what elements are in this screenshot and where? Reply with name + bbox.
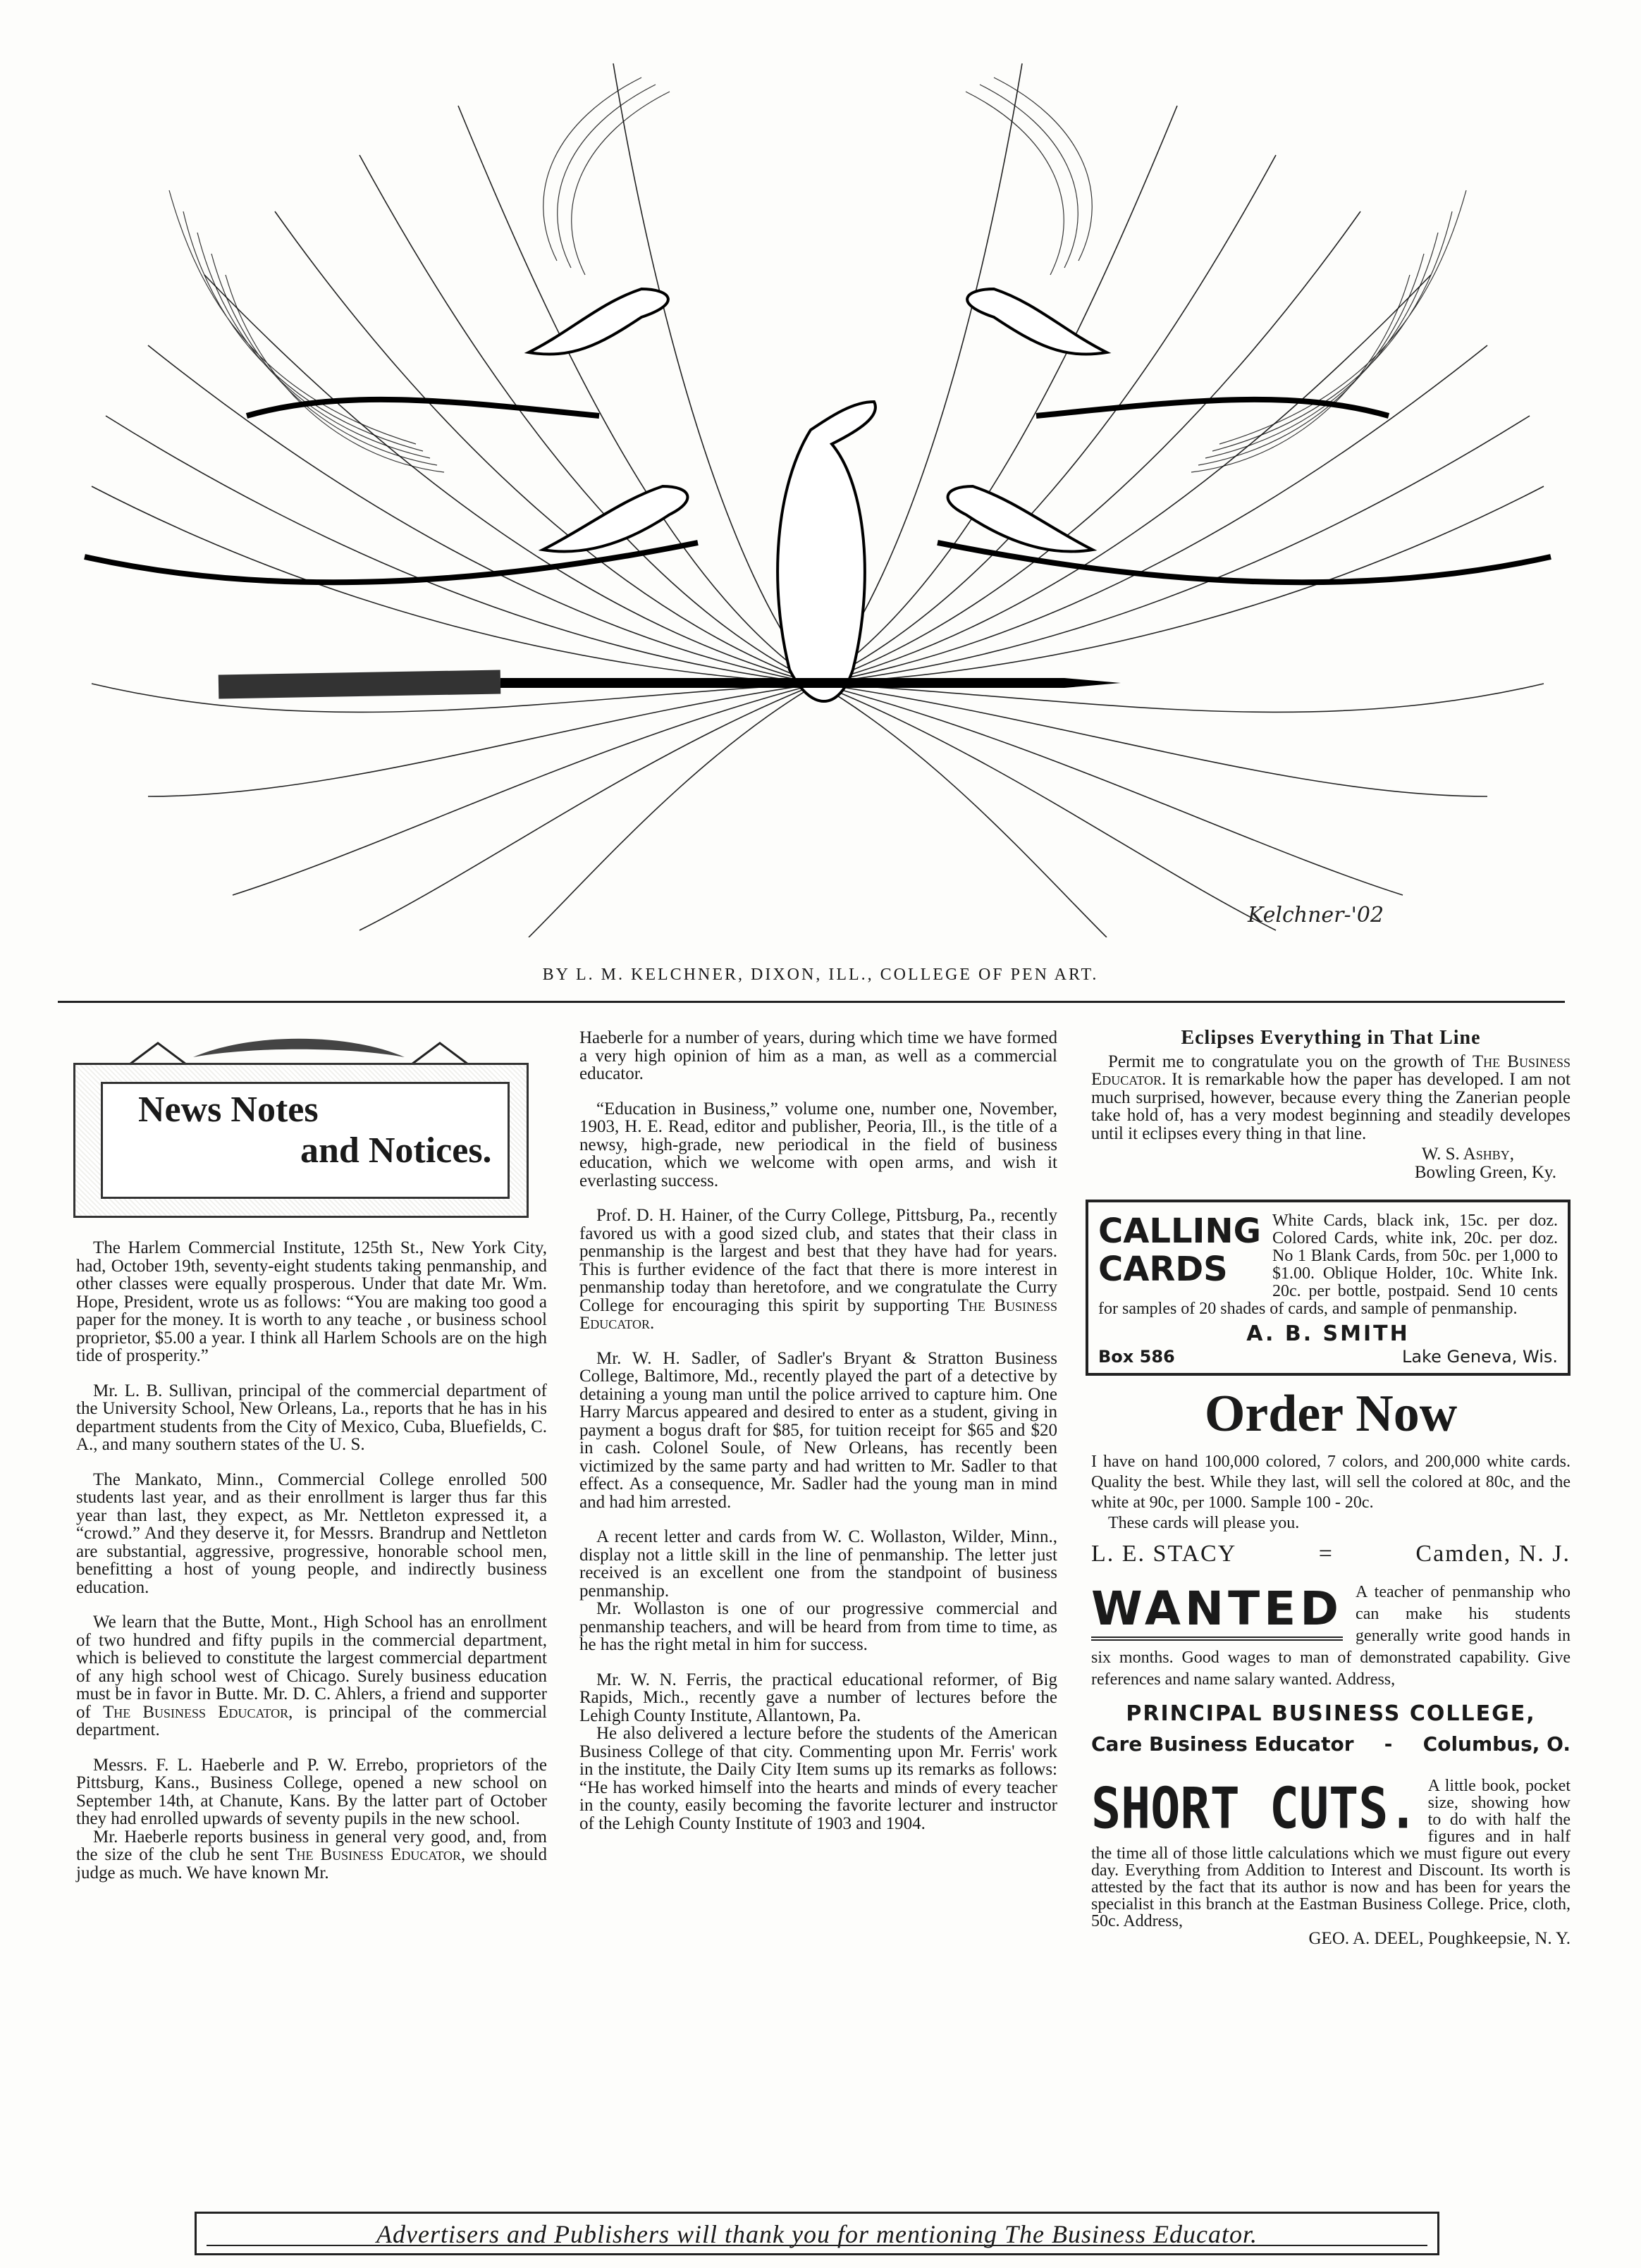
calling-cards-ad: [1086, 1200, 1571, 1376]
order-now-advertiser: L. E. STACY = Camden, N. J.: [1091, 1541, 1571, 1567]
eclipses-title: Eclipses Everything in That Line: [1181, 1027, 1481, 1049]
paragraph: “Education in Business,” volume one, number one, November, 1903, H. E. Read, editor and publisher, Peoria, Ill., is the title of a newsy, high-grade, new periodical in the field of business education, which we welcome with open arms, and wish it everlasting success.: [579, 1099, 1057, 1190]
short-cuts-text: A little book, pocket size, showing how to do with half the figures and in half the time all of those little calculations which we must figure out every day. Everything from Addition to Interest and Discount. Its worth is attested by the fact that its author is now and has been for years the specialist in this branch at the Eastman Business College. Price, cloth, 50c. Address,: [1091, 1776, 1571, 1930]
illustration-caption: BY L. M. KELCHNER, DIXON, ILL., COLLEGE OF PEN ART.: [542, 966, 1099, 984]
paragraph: Mr. Wollaston is one of our progressive commercial and penmanship teachers, and will be heard from from time to time, as he has the right metal in him for success.: [579, 1599, 1057, 1654]
paragraph: Mr. W. H. Sadler, of Sadler's Bryant & Stratton Business College, Baltimore, Md., recently played the part of a detective by detaining a young man until the police arrived to capture him. One Harry Marcus appeared and desired to enter as a student, giving in payment a bogus draft for $85, for tuition receipt for $65 and $20 in cash. Colonel Soule, of New Orleans, has recently been victimized by the same party and had written to Mr. Sadler to that effect. As a consequence, Mr. Sadler had the young man in mind and had him arrested.: [579, 1348, 1057, 1512]
news-notes-heading-box: [73, 1029, 547, 1218]
paragraph: He also delivered a lecture before the students of the American Business College of that city. Commenting upon Mr. Ferris' work in the institute, the Daily City Item sums up its remarks as follows: “He has worked himself into the hearts and minds of every teacher in the county, easily becoming the favorite lecturer and instructor of the Lehigh County Institute of 1903 and 1904.: [579, 1724, 1057, 1833]
wanted-ad: [1091, 1582, 1571, 1754]
paragraph: Mr. Haeberle reports business in general very good, and, from the size of the club he sent The Business Educator, we should judge as much. We have known Mr.: [76, 1827, 547, 1882]
wanted-school: PRINCIPAL BUSINESS COLLEGE,: [1126, 1701, 1536, 1726]
column-middle: [579, 1029, 1057, 1849]
short-cuts-address: GEO. A. DEEL, Poughkeepsie, N. Y.: [1308, 1928, 1571, 1948]
publication-name: The Business Educator: [579, 1295, 1057, 1333]
testimonial: Permit me to congratulate you on the growth of The Business Educator. It is remarkable how the paper has developed. I am not much surprised, however, because every thing the Zanerian people take hold of, has a very modest beginning and steadily developes until it eclipses every thing in that line.: [1091, 1052, 1571, 1143]
order-now-headline: Order Now: [1204, 1385, 1458, 1443]
publication-name: The Business Educator: [1091, 1052, 1571, 1089]
footer-text: Advertisers and Publishers will thank you for mentioning The Business Educator.: [376, 2220, 1258, 2248]
section-divider: [58, 1001, 1565, 1003]
calling-cards-headline: CALLING CARDS: [1098, 1212, 1261, 1289]
footer-banner: [195, 2212, 1439, 2255]
publication-name: The Business Educator: [285, 1845, 462, 1864]
paragraph: Haeberle for a number of years, during which time we have formed a very high opinion of him as a man, as well as a commercial educator.: [579, 1028, 1057, 1083]
column-right: [1091, 1029, 1571, 1947]
wanted-text: A teacher of penmanship who can make his students generally write good hands in six months. Good wages to man of demonstrated capability. Give references and name salary wanted. Address,: [1091, 1582, 1571, 1689]
box-title-line1: News Notes: [138, 1090, 319, 1130]
illustration-signature: Kelchner-'02: [1248, 903, 1384, 927]
wanted-headline: WANTED: [1091, 1582, 1343, 1641]
wanted-address: Care Business Educator - Columbus, O.: [1091, 1732, 1571, 1756]
paragraph: Messrs. F. L. Haeberle and P. W. Errebo, proprietors of the Pittsburg, Kans., Business College, opened a new school on September 14th, at Chanute, Kans. By the latter part of October they had enrolled upwards of seventy pupils in the new school.: [76, 1755, 547, 1828]
testimonial-signature: W. S. Ashby,: [1421, 1145, 1514, 1164]
pen-flourish-illustration: [63, 49, 1572, 937]
order-now-note: These cards will please you.: [1108, 1514, 1300, 1532]
calling-cards-advertiser: A. B. SMITH: [1246, 1321, 1410, 1346]
paragraph: The Harlem Commercial Institute, 125th St., New York City, had, October 19th, seventy-eight students taking penmanship, and other classes were equally prosperous. Under that date Mr. Wm. Hope, President, wrote us as follows: “You are making too good a paper for the money. It is worth to any teache , or business school proprietor, $5.00 a year. I think all Harlem Schools are on the high tide of prosperity.”: [76, 1238, 547, 1365]
short-cuts-headline: SHORT CUTS.: [1091, 1775, 1418, 1842]
paragraph: Prof. D. H. Hainer, of the Curry College, Pittsburg, Pa., recently favored us with a good sized club, and states that their class in penmanship is the largest and best that they have had for years. This is further evidence of the fact that there is more interest in penmanship today than heretofore, and we congratulate the Curry College for encouraging this spirit by supporting The Business Educator.: [579, 1206, 1057, 1333]
paragraph: A recent letter and cards from W. C. Wollaston, Wilder, Minn., display not a little skill in the line of penmanship. The letter just received is an excellent one from the standpoint of business penmanship.: [579, 1527, 1057, 1601]
paragraph: Mr. L. B. Sullivan, principal of the commercial department of the University School, New Orleans, La., reports that he has in his department students from the City of Mexico, Cuba, Bluefields, C. A., and many southern states of the U. S.: [76, 1381, 547, 1454]
paragraph: We learn that the Butte, Mont., High School has an enrollment of two hundred and fifty pupils in the commercial department, which is believed to constitute the largest commercial department of any high school west of Chicago. Surely business education must be in favor in Butte. Mr. D. C. Ahlers, a friend and supporter of The Business Educator, is principal of the commercial department.: [76, 1613, 548, 1739]
order-now-text: I have on hand 100,000 colored, 7 colors, and 200,000 white cards. Quality the best. While they last, will sell the colored at 80c, and the white at 90c, per 1000. Sample 100 - 20c.: [1091, 1453, 1571, 1512]
paragraph: Mr. W. N. Ferris, the practical educational reformer, of Big Rapids, Mich., recently gave a number of lectures before the Lehigh County Institute, Allantown, Pa.: [579, 1670, 1057, 1725]
paragraph: The Mankato, Minn., Commercial College enrolled 500 students last year, and as their enrollment is larger thus far this year than last, they expect, as Mr. Nettleton expressed it, a “crowd.” And they deserve it, for Messrs. Brandrup and Nettleton are substantial, aggressive, progressive, honorable school men, benefitting a host of young people, and indirectly business education.: [76, 1469, 547, 1597]
publication-name: The Business Educator: [102, 1702, 289, 1722]
footer-underline: [207, 2245, 1427, 2246]
calling-cards-address: Box 586 Lake Geneva, Wis.: [1098, 1347, 1558, 1367]
short-cuts-ad: [1091, 1777, 1571, 1948]
box-title-line2: and Notices.: [300, 1130, 492, 1171]
testimonial-place: Bowling Green, Ky.: [1414, 1162, 1556, 1182]
column-left: [76, 1029, 547, 1899]
calling-cards-text: White Cards, black ink, 15c. per doz. Colored Cards, white ink, 20c. per doz. No 1 Blank Cards, from 50c. per 1,000 to $1.00. Oblique Holder, 10c. White Ink. 20c. per bottle, postpaid. Send 10 cents for samples of 20 shades of cards, and sample of penmanship.: [1098, 1212, 1558, 1318]
